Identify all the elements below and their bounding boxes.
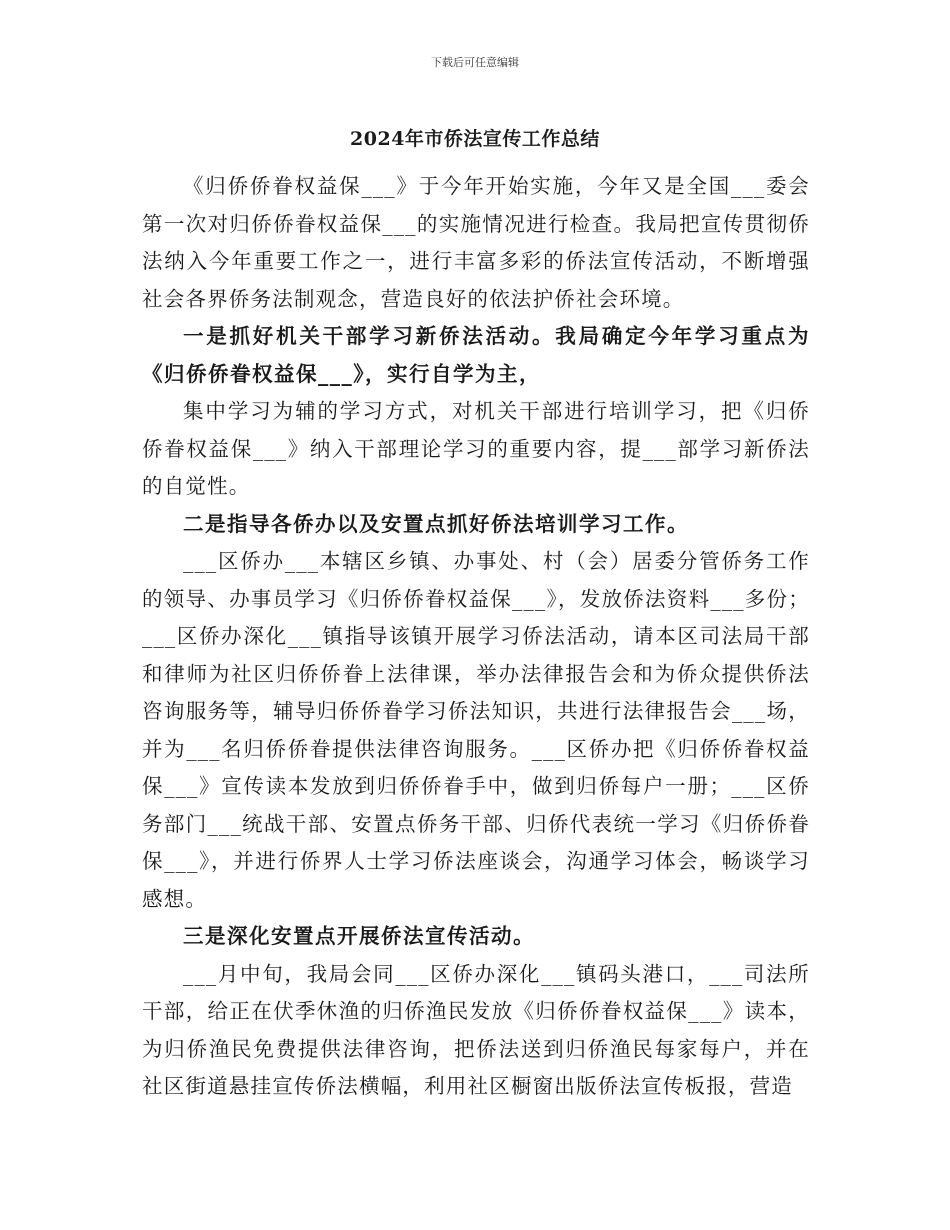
paragraph-section-3: ___月中旬，我局会同___区侨办深化___镇码头港口，___司法所干部，给正在伏季休渔的归侨渔民发放《归侨侨眷权益保___》读本，为归侨渔民免费提供法律咨询，把侨法送到归侨渔民每家每户，并在社区街道悬挂宣传侨法横幅，利用社区橱窗出版侨法宣传板报，营造 (142, 961, 810, 1098)
document-title: 2024年市侨法宣传工作总结 (350, 128, 600, 150)
paragraph-intro: 《归侨侨眷权益保___》于今年开始实施，今年又是全国___委会第一次对归侨侨眷权益保___的实施情况进行检查。我局把宣传贯彻侨法纳入今年重要工作之一，进行丰富多彩的侨法宣传活动，不断增强社会各界侨务法制观念，营造良好的依法护侨社会环境。 (142, 174, 810, 311)
header-note: 下载后可任意编辑 (431, 56, 519, 69)
section-heading-1: 一是抓好机关干部学习新侨法活动。我局确定今年学习重点为《归侨侨眷权益保___》，实行自学为主， (142, 324, 810, 386)
paragraph-section-1: 集中学习为辅的学习方式，对机关干部进行培训学习，把《归侨侨眷权益保___》纳入干部理论学习的重要内容，提___部学习新侨法的自觉性。 (142, 399, 810, 498)
section-heading-3: 三是深化安置点开展侨法宣传活动。 (183, 924, 535, 948)
paragraph-section-2: ___区侨办___本辖区乡镇、办事处、村（会）居委分管侨务工作的领导、办事员学习《归侨侨眷权益保___》，发放侨法资料___多份；___区侨办深化___镇指导该镇开展学习侨法活动，请本区司法局干部和律师为社区归侨侨眷上法律课，举办法律报告会和为侨众提供侨法咨询服务等，辅导归侨侨眷学习侨法知识，共进行法律报告会___场，并为___名归侨侨眷提供法律咨询服务。___区侨办把《归侨侨眷权益保___》宣传读本发放到归侨侨眷手中，做到归侨每户一册；___区侨务部门___统战干部、安置点侨务干部、归侨代表统一学习《归侨侨眷保___》，并进行侨界人士学习侨法座谈会，沟通学习体会，畅谈学习感想。 (142, 549, 810, 911)
section-heading-2: 二是指导各侨办以及安置点抓好侨法培训学习工作。 (183, 511, 689, 536)
document-body (142, 168, 810, 1106)
